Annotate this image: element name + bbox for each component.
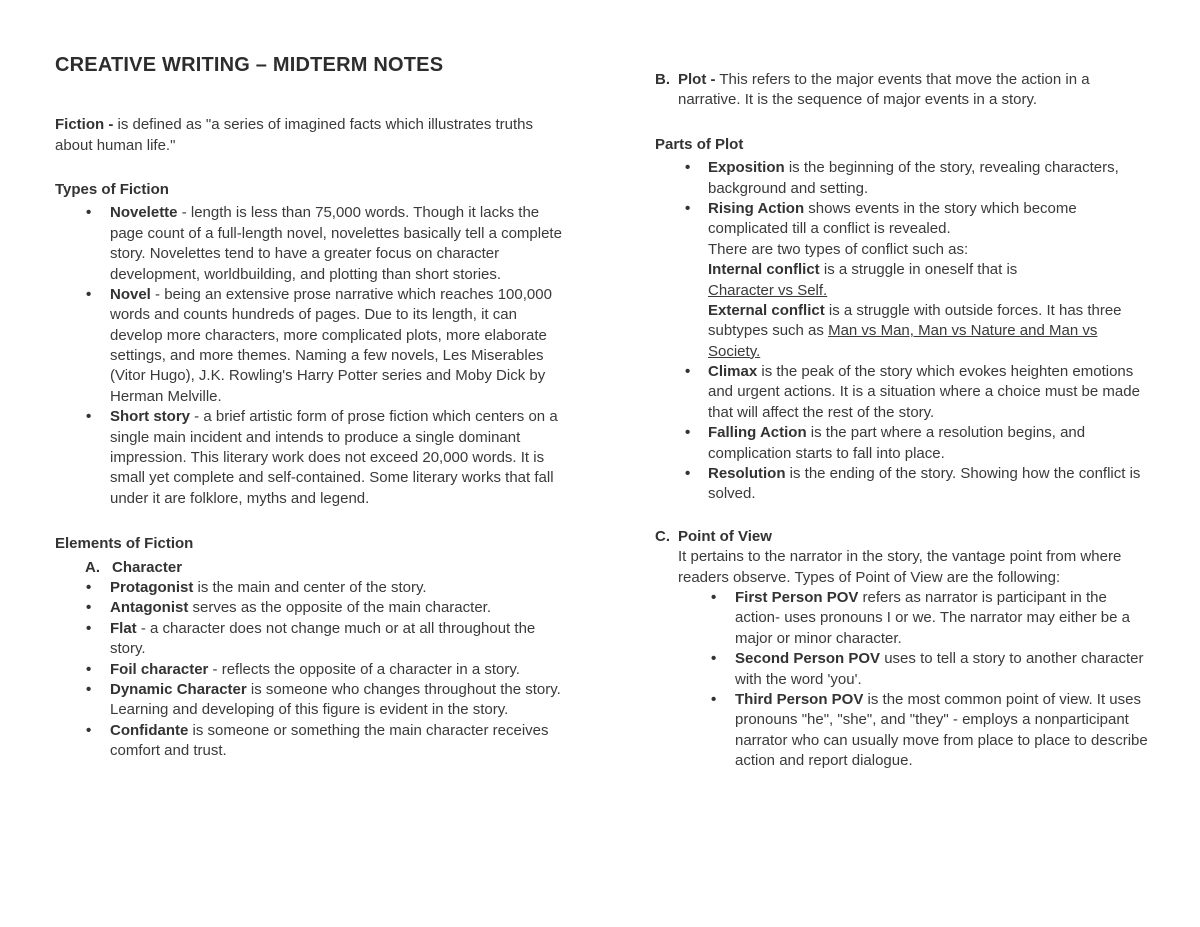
list-item-rising-action	[655, 199, 1149, 362]
term: Second Person POV	[735, 650, 881, 668]
point-of-view-list	[678, 588, 1149, 772]
right-column	[655, 0, 1149, 927]
heading-parts-of-plot: Parts of Plot	[655, 135, 744, 153]
term: Plot -	[678, 71, 716, 88]
term: Climax	[708, 363, 758, 381]
list-item-second-person-pov	[678, 649, 1149, 690]
text: shows events in the story which become complicated till a conflict is revealed.	[708, 199, 1077, 238]
parts-of-plot-list	[655, 158, 1149, 505]
text: - length is less than 75,000 words. Though it lacks the page count of a full-length novel, novelettes basically tell a complete story. Novelettes tend to have a greater focus on character development, worldbuilding, and plotting than short stories.	[110, 204, 562, 283]
heading-types-of-fiction: Types of Fiction	[55, 180, 169, 198]
list-item-falling-action	[655, 423, 1149, 464]
term: Short story	[110, 408, 191, 426]
section-letter: C.	[655, 527, 670, 545]
text: is someone who changes throughout the story. Learning and developing of this figure is evident in the story.	[110, 680, 561, 719]
text: There are two types of conflict such as:	[708, 240, 969, 258]
text: is a struggle in oneself that is	[819, 261, 1018, 279]
list-item-short-story	[55, 407, 570, 509]
text: serves as the opposite of the main character.	[188, 599, 491, 617]
text: - reflects the opposite of a character in a story.	[208, 660, 520, 678]
list-item-dynamic-character	[55, 680, 570, 721]
fiction-definition	[55, 115, 570, 156]
section-body	[678, 527, 1149, 772]
left-column	[55, 0, 570, 927]
term: Rising Action	[708, 199, 805, 217]
term: Falling Action	[708, 424, 807, 442]
text: uses to tell a story to another character with the word 'you'.	[735, 650, 1144, 688]
term: Third Person POV	[735, 690, 864, 708]
list-item-novelette	[55, 203, 570, 285]
fiction-term: Fiction -	[55, 116, 114, 134]
list-item-exposition	[655, 158, 1149, 199]
term: First Person POV	[735, 588, 859, 606]
list-item-confidante	[55, 721, 570, 762]
term-internal-conflict: Internal conflict	[708, 261, 820, 279]
character-list	[55, 578, 570, 762]
text: is the main and center of the story.	[193, 579, 427, 596]
term: Resolution	[708, 465, 786, 483]
section-b-plot	[655, 70, 1149, 111]
text: is the peak of the story which evokes heighten emotions and urgent actions. It is a situation where a choice must be made that will affect the rest of the story.	[708, 363, 1140, 421]
term: Flat	[110, 619, 137, 637]
underlined-text: Character vs Self.	[708, 281, 828, 299]
underlined-text: Man vs Man, Man vs Nature and Man vs Society.	[708, 322, 1098, 360]
list-item-flat	[55, 619, 570, 660]
list-item-protagonist	[55, 578, 570, 598]
list-item-resolution	[655, 464, 1149, 505]
text: - a brief artistic form of prose fiction which centers on a single main incident and intends to produce a single dominant impression. This literary work does not exceed 20,000 words. It is small yet complete and self-contained. Some literary works that fall under it are folklore, myths and legend.	[110, 408, 558, 507]
types-of-fiction-list	[55, 203, 570, 509]
text: is someone or something the main character receives comfort and trust.	[110, 721, 549, 760]
list-item-foil-character	[55, 660, 570, 680]
text: is the ending of the story. Showing how the conflict is solved.	[708, 465, 1141, 503]
text: - being an extensive prose narrative which reaches 100,000 words and counts hundreds of pages. Due to its length, it can develop more characters, more complicated plots, more elaborate settings, and more themes. Naming a few novels, Les Miserables (Vitor Hugo), J.K. Rowling's Harry Potter series and Moby Dick by Herman Melville.	[110, 285, 552, 405]
heading-elements-of-fiction: Elements of Fiction	[55, 535, 194, 553]
page-title: CREATIVE WRITING – MIDTERM NOTES	[55, 54, 444, 76]
text: This refers to the major events that move the action in a narrative. It is the sequence of major events in a story.	[678, 71, 1090, 109]
list-item-novel	[55, 285, 570, 407]
fiction-text: is defined as "a series of imagined facts which illustrates truths about human life."	[55, 116, 534, 154]
text: is the most common point of view. It uses pronouns "he", "she", and "they" - employs a nonparticipant narrator who can usually move from place to place to describe action and report dialogue.	[735, 690, 1148, 770]
term: Confidante	[110, 721, 189, 739]
term: Exposition	[708, 159, 785, 177]
heading-point-of-view: Point of View	[678, 527, 772, 545]
term: Dynamic Character	[110, 680, 247, 698]
term: Antagonist	[110, 599, 189, 617]
text: is a struggle with outside forces. It has three subtypes such as	[708, 301, 1122, 340]
list-item-climax	[655, 362, 1149, 423]
list-item-antagonist	[55, 598, 570, 618]
term: Novelette	[110, 204, 178, 222]
text: - a character does not change much or at all throughout the story.	[110, 619, 536, 658]
term: Novel	[110, 285, 151, 303]
list-item-first-person-pov	[678, 588, 1149, 649]
text: is the beginning of the story, revealing characters, background and setting.	[708, 159, 1119, 197]
section-c-point-of-view	[655, 527, 1149, 772]
section-letter: B.	[655, 71, 670, 88]
text: is the part where a resolution begins, and complication starts to fall into place.	[708, 424, 1086, 462]
text: refers as narrator is participant in the action- uses pronouns I or we. The narrator may either be a major or minor character.	[735, 588, 1130, 647]
term: Protagonist	[110, 579, 194, 596]
term-external-conflict: External conflict	[708, 301, 825, 319]
term: Foil character	[110, 660, 209, 678]
subheading-character	[85, 558, 570, 578]
subheading-text: Character	[112, 558, 183, 576]
pov-intro: It pertains to the narrator in the story, the vantage point from where readers observe. Types of Point of View are the following:	[678, 548, 1122, 586]
section-body	[678, 70, 1149, 111]
subheading-label: A.	[85, 558, 100, 576]
list-item-third-person-pov	[678, 690, 1149, 772]
